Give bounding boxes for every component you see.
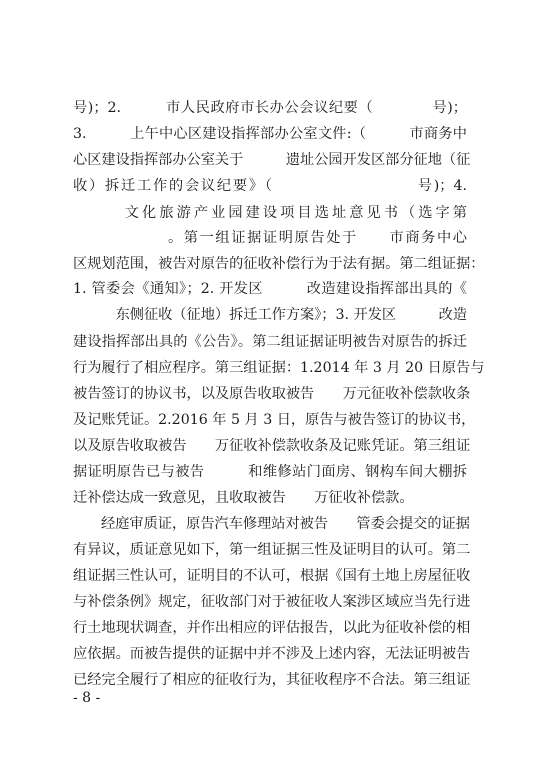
text-line: 行为履行了相应程序。第三组证据：1.2014 年 3 月 20 日原告与 [73, 360, 485, 376]
text-line: 应依据。而被告提供的证据中并不涉及上述内容，无法证明被告 [73, 646, 471, 662]
text-line: 已经完全履行了相应的征收行为，其征收程序不合法。第三组证 [73, 672, 471, 688]
text-line: 建设指挥部出具的《公告》。第二组证据证明被告对原告的拆迁 [73, 334, 467, 350]
text-line: 据证明原告已与被告 和维修站门面房、钢构车间大棚拆 [73, 464, 467, 480]
text-line: 号)；2. 市人民政府市长办公会议纪要（ 号)； [73, 100, 467, 116]
text-line: 区规划范围，被告对原告的征收补偿行为于法有据。第二组证据： [73, 256, 485, 272]
text-line: 经庭审质证，原告汽车修理站对被告 管委会提交的证据 [101, 516, 470, 532]
text-line: 组证据三性认可，证明目的不认可，根据《国有土地上房屋征收 [73, 568, 471, 584]
text-line: 被告签订的协议书，以及原告收取被告 万元征收补偿款收条 [73, 386, 471, 402]
text-line: 及记账凭证。2.2016 年 5 月 3 日，原告与被告签订的协议书， [73, 412, 476, 428]
text-line: 有异议，质证意见如下，第一组证据三性及证明目的认可。第二 [73, 542, 471, 558]
text-line: 3. 上午中心区建设指挥部办公室文件:（ 市商务中 [73, 126, 467, 142]
text-line: 以及原告收取被告 万征收补偿款收条及记账凭证。第三组证 [73, 438, 471, 454]
page-number: - 8 - [73, 690, 101, 706]
text-line: 心区建设指挥部办公室关于 遗址公园开发区部分征地（征 [73, 152, 471, 168]
text-line: 文化旅游产业园建设项目选址意见书（选字第 [73, 205, 467, 221]
text-line: 1. 管委会《通知》；2. 开发区 改造建设指挥部出具的《 [73, 281, 467, 297]
text-line: 。第一组证据证明原告处于 市商务中心 [73, 230, 467, 246]
text-line: 行土地现状调查，并作出相应的评估报告，以此为征收补偿的相 [73, 620, 471, 636]
text-line: 收）拆迁工作的会议纪要》（ 号)；4. [73, 178, 467, 194]
text-line: 迁补偿达成一致意见，且收取被告 万征收补偿款。 [73, 490, 414, 506]
text-line: 与补偿条例》规定，征收部门对于被征收人案涉区域应当先行进 [73, 594, 471, 610]
text-line: 东侧征收（征地）拆迁工作方案》；3. 开发区 改造 [73, 307, 468, 323]
